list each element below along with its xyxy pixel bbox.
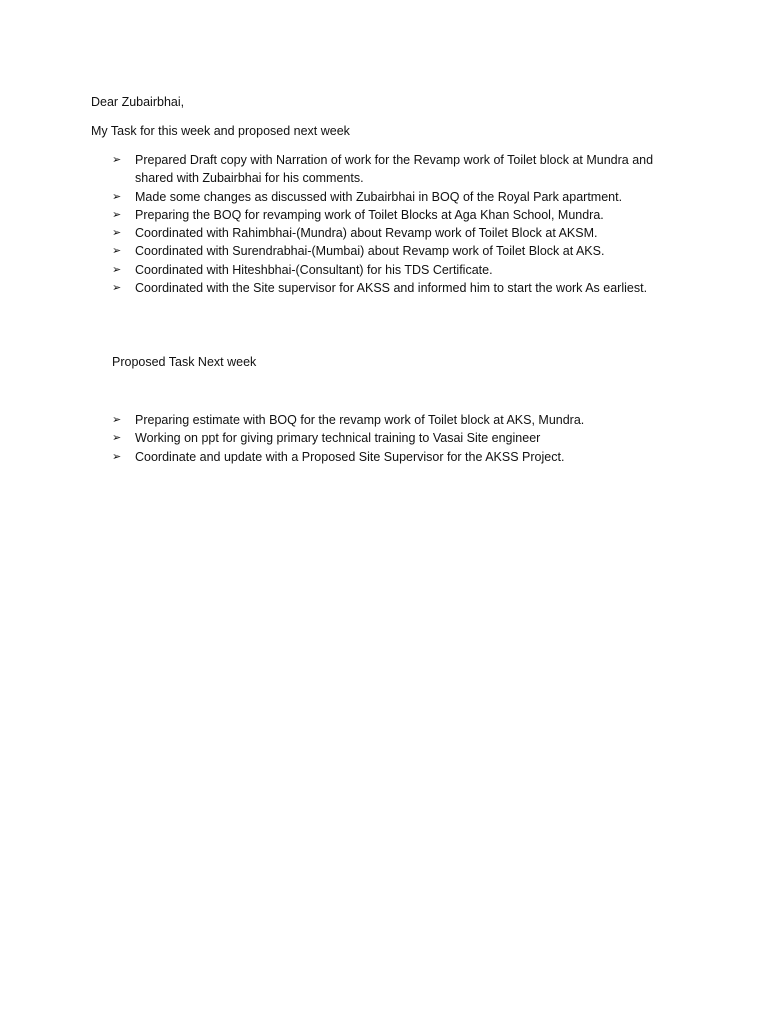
task-text: Coordinate and update with a Proposed Site Supervisor for the AKSS Project. bbox=[135, 449, 565, 464]
arrowhead-bullet-icon: ➢ bbox=[112, 208, 122, 221]
next-week-heading: Proposed Task Next week bbox=[112, 355, 257, 369]
arrowhead-bullet-icon: ➢ bbox=[112, 190, 122, 203]
list-item bbox=[112, 206, 682, 224]
arrowhead-bullet-icon: ➢ bbox=[112, 450, 122, 463]
arrowhead-bullet-icon: ➢ bbox=[112, 414, 122, 426]
task-text: Prepared Draft copy with Narration of work for the Revamp work of Toilet block at Mundra and shared with Zubairbhai for his comments. bbox=[135, 153, 654, 186]
task-text: Preparing estimate with BOQ for the revamp work of Toilet block at AKS, Mundra. bbox=[135, 413, 585, 427]
task-text: Coordinated with the Site supervisor for AKSS and informed him to start the work As earliest. bbox=[135, 281, 648, 296]
arrowhead-bullet-icon: ➢ bbox=[112, 227, 122, 240]
arrowhead-bullet-icon: ➢ bbox=[112, 282, 122, 295]
next-week-task-list bbox=[112, 411, 682, 466]
arrowhead-bullet-icon: ➢ bbox=[112, 154, 122, 166]
arrowhead-bullet-icon: ➢ bbox=[112, 432, 122, 445]
arrowhead-bullet-icon: ➢ bbox=[112, 245, 122, 258]
task-text: Preparing the BOQ for revamping work of Toilet Blocks at Aga Khan School, Mundra. bbox=[135, 207, 604, 222]
task-text: Coordinated with Rahimbhai-(Mundra) about Revamp work of Toilet Block at AKSM. bbox=[135, 226, 598, 241]
this-week-task-list bbox=[112, 151, 682, 297]
arrowhead-bullet-icon: ➢ bbox=[112, 263, 122, 276]
list-item bbox=[112, 188, 682, 206]
task-text: Working on ppt for giving primary technical training to Vasai Site engineer bbox=[135, 431, 541, 446]
task-text: Coordinated with Surendrabhai-(Mumbai) about Revamp work of Toilet Block at AKS. bbox=[135, 244, 605, 259]
list-item bbox=[112, 151, 682, 188]
list-item bbox=[112, 279, 682, 297]
intro-line: My Task for this week and proposed next week bbox=[91, 124, 350, 138]
list-item bbox=[112, 261, 682, 279]
list-item bbox=[112, 411, 682, 429]
greeting: Dear Zubairbhai, bbox=[91, 95, 185, 109]
task-text: Made some changes as discussed with Zubairbhai in BOQ of the Royal Park apartment. bbox=[135, 189, 623, 204]
list-item bbox=[112, 448, 682, 466]
list-item bbox=[112, 242, 682, 260]
list-item bbox=[112, 429, 682, 447]
task-text: Coordinated with Hiteshbhai-(Consultant) for his TDS Certificate. bbox=[135, 262, 493, 277]
list-item bbox=[112, 224, 682, 242]
